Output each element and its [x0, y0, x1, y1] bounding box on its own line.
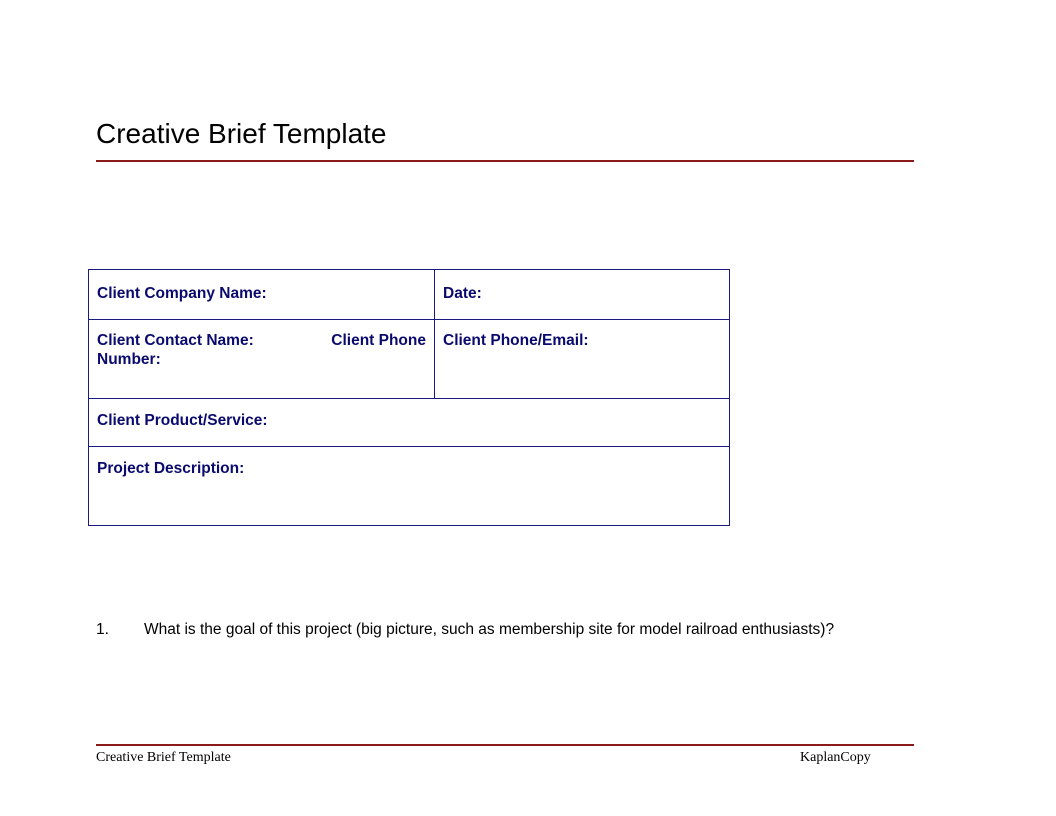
client-company-name-cell[interactable]	[89, 270, 435, 320]
table-row	[89, 399, 730, 447]
document-title: Creative Brief Template	[96, 118, 387, 149]
client-contact-cell[interactable]	[89, 320, 435, 399]
date-label: Date:	[443, 285, 482, 302]
client-phone-label-continued: Number:	[97, 351, 161, 368]
client-contact-name-label: Client Contact Name:	[97, 332, 254, 349]
client-phone-email-cell[interactable]	[435, 320, 730, 399]
client-phone-label: Client Phone	[331, 332, 426, 349]
footer-rule	[96, 744, 914, 746]
table-row	[89, 320, 730, 399]
date-cell[interactable]	[435, 270, 730, 320]
table-row	[89, 270, 730, 320]
project-description-label: Project Description:	[97, 460, 245, 477]
footer-title: Creative Brief Template	[96, 750, 231, 765]
client-company-name-label: Client Company Name:	[97, 285, 267, 302]
question-number: 1.	[96, 621, 109, 638]
client-product-service-label: Client Product/Service:	[97, 412, 268, 429]
client-phone-email-label: Client Phone/Email:	[443, 332, 589, 349]
client-product-service-cell[interactable]	[89, 399, 730, 447]
question-text: What is the goal of this project (big picture, such as membership site for model railroad enthusiasts)?	[144, 621, 835, 638]
client-info-table	[88, 269, 730, 526]
table-row	[89, 447, 730, 526]
question-item	[96, 621, 834, 639]
footer-author: KaplanCopy	[800, 750, 871, 765]
project-description-cell[interactable]	[89, 447, 730, 526]
header-rule	[96, 160, 914, 162]
